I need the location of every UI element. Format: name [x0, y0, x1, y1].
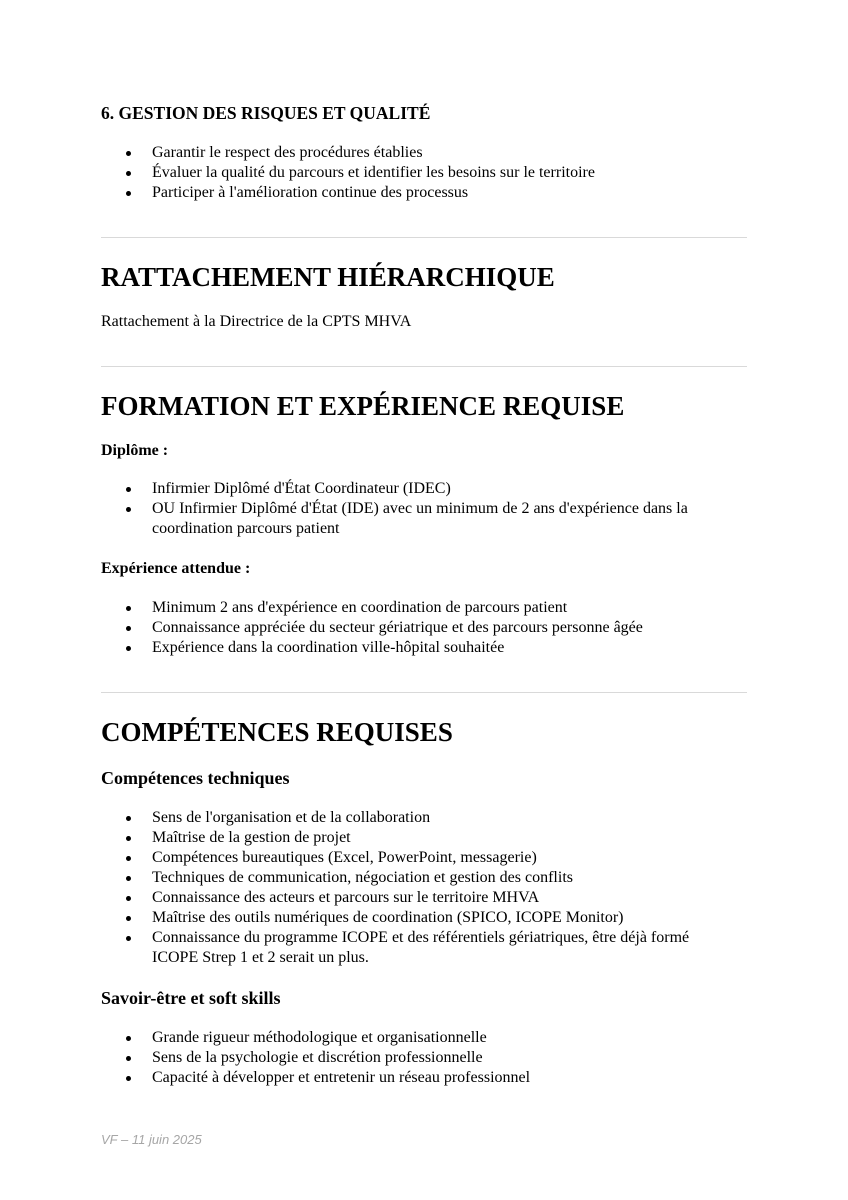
softskills-heading: Savoir-être et soft skills [101, 988, 281, 1008]
formation-heading: FORMATION ET EXPÉRIENCE REQUISE [101, 391, 625, 421]
rattachement-text: Rattachement à la Directrice de la CPTS MHVA [101, 313, 412, 330]
section-6-heading: 6. GESTION DES RISQUES ET QUALITÉ [101, 103, 431, 123]
list-item: Maîtrise de la gestion de projet [101, 828, 747, 848]
list-item: Participer à l'amélioration continue des processus [101, 183, 747, 203]
diplome-list [101, 479, 747, 519]
list-item: Infirmier Diplômé d'État Coordinateur (IDEC) [101, 479, 747, 499]
list-item: OU Infirmier Diplômé d'État (IDE) avec un minimum de 2 ans d'expérience dans la [101, 499, 747, 519]
list-item: Maîtrise des outils numériques de coordination (SPICO, ICOPE Monitor) [101, 908, 747, 928]
list-item: Garantir le respect des procédures établies [101, 143, 747, 163]
list-item-continuation: ICOPE Strep 1 et 2 serait un plus. [152, 949, 369, 966]
list-item: Sens de la psychologie et discrétion professionnelle [101, 1048, 747, 1068]
list-item: Grande rigueur méthodologique et organisationnelle [101, 1028, 747, 1048]
footer-version-date: VF – 11 juin 2025 [101, 1132, 202, 1147]
techniques-list [101, 808, 747, 948]
list-item: Techniques de communication, négociation et gestion des conflits [101, 868, 747, 888]
section-6-list [101, 143, 747, 203]
list-item: Connaissance appréciée du secteur gériatrique et des parcours personne âgée [101, 618, 747, 638]
list-item: Sens de l'organisation et de la collaboration [101, 808, 747, 828]
experience-label: Expérience attendue : [101, 560, 251, 577]
list-item: Connaissance des acteurs et parcours sur le territoire MHVA [101, 888, 747, 908]
divider [101, 237, 747, 238]
softskills-list [101, 1028, 747, 1088]
list-item: Compétences bureautiques (Excel, PowerPoint, messagerie) [101, 848, 747, 868]
divider [101, 692, 747, 693]
techniques-heading: Compétences techniques [101, 768, 290, 788]
list-item: Expérience dans la coordination ville-hôpital souhaitée [101, 638, 747, 658]
diplome-label: Diplôme : [101, 442, 169, 459]
list-item-continuation: coordination parcours patient [152, 520, 340, 537]
list-item: Minimum 2 ans d'expérience en coordination de parcours patient [101, 598, 747, 618]
divider [101, 366, 747, 367]
competences-heading: COMPÉTENCES REQUISES [101, 717, 453, 747]
list-item: Capacité à développer et entretenir un réseau professionnel [101, 1068, 747, 1088]
list-item: Connaissance du programme ICOPE et des référentiels gériatriques, être déjà formé [101, 928, 747, 948]
experience-list [101, 598, 747, 658]
list-item: Évaluer la qualité du parcours et identifier les besoins sur le territoire [101, 163, 747, 183]
rattachement-heading: RATTACHEMENT HIÉRARCHIQUE [101, 262, 555, 292]
